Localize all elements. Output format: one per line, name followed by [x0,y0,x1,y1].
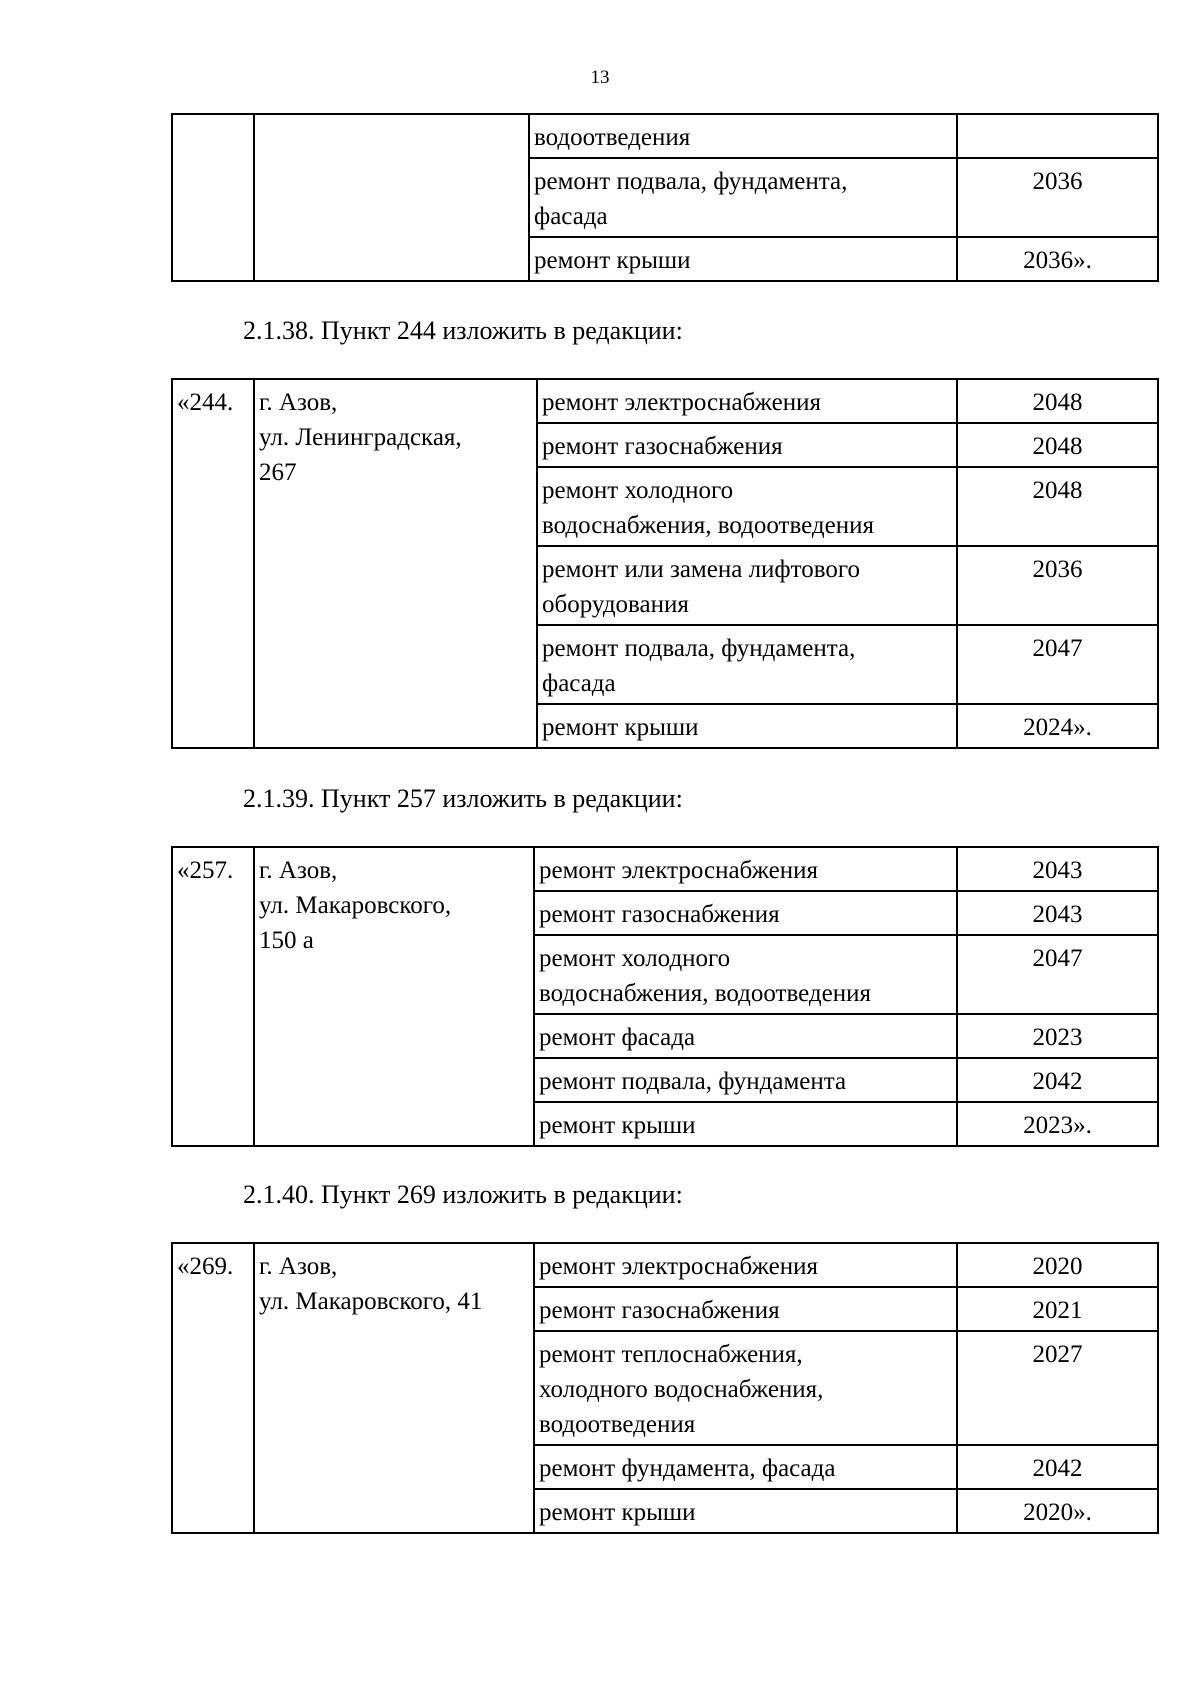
work-cell: ремонт холодного водоснабжения, водоотведения [534,935,957,1014]
year-cell: 2024». [957,704,1158,748]
item-number-cell: «244. [172,379,254,748]
work-cell: ремонт крыши [534,1102,957,1146]
continuation-table [171,113,1159,282]
section-heading: 2.1.39. Пункт 257 изложить в редакции: [243,784,683,813]
year-cell: 2020». [957,1489,1158,1533]
year-cell: 2042 [957,1058,1158,1102]
year-cell: 2047 [957,935,1158,1014]
item-number-cell [172,114,254,281]
year-cell: 2023». [957,1102,1158,1146]
year-cell: 2027 [957,1331,1158,1445]
work-cell: водоотведения [529,114,957,158]
year-cell: 2036». [957,237,1158,281]
year-cell: 2048 [957,467,1158,546]
work-cell: ремонт газоснабжения [534,891,957,935]
work-cell: ремонт теплоснабжения, холодного водоснабжения, водоотведения [534,1331,957,1445]
work-cell: ремонт крыши [534,1489,957,1533]
work-cell: ремонт газоснабжения [534,1287,957,1331]
work-cell: ремонт холодного водоснабжения, водоотведения [537,467,957,546]
year-cell: 2043 [957,891,1158,935]
work-cell: ремонт или замена лифтового оборудования [537,546,957,625]
year-cell: 2023 [957,1014,1158,1058]
address-cell [254,114,529,281]
work-cell: ремонт крыши [537,704,957,748]
page-number: 13 [590,67,610,88]
section-table [171,1242,1159,1534]
table-row [172,847,1158,891]
year-cell: 2048 [957,379,1158,423]
year-cell: 2042 [957,1445,1158,1489]
year-cell [957,114,1158,158]
section-table [171,846,1159,1147]
work-cell: ремонт фундамента, фасада [534,1445,957,1489]
address-cell: г. Азов, ул. Макаровского, 41 [254,1243,534,1533]
address-cell: г. Азов, ул. Макаровского, 150 а [254,847,534,1146]
table-row [172,1243,1158,1287]
work-cell: ремонт подвала, фундамента, фасада [529,158,957,237]
year-cell: 2048 [957,423,1158,467]
section-table [171,378,1159,749]
work-cell: ремонт подвала, фундамента [534,1058,957,1102]
section-heading: 2.1.40. Пункт 269 изложить в редакции: [243,1180,683,1209]
year-cell: 2043 [957,847,1158,891]
year-cell: 2047 [957,625,1158,704]
section-heading: 2.1.38. Пункт 244 изложить в редакции: [243,316,683,345]
table-row [172,114,1158,158]
item-number-cell: «257. [172,847,254,1146]
year-cell: 2036 [957,158,1158,237]
table-row [172,379,1158,423]
work-cell: ремонт подвала, фундамента, фасада [537,625,957,704]
year-cell: 2020 [957,1243,1158,1287]
work-cell: ремонт крыши [529,237,957,281]
work-cell: ремонт электроснабжения [537,379,957,423]
address-cell: г. Азов, ул. Ленинградская, 267 [254,379,537,748]
work-cell: ремонт фасада [534,1014,957,1058]
work-cell: ремонт газоснабжения [537,423,957,467]
work-cell: ремонт электроснабжения [534,847,957,891]
year-cell: 2036 [957,546,1158,625]
item-number-cell: «269. [172,1243,254,1533]
work-cell: ремонт электроснабжения [534,1243,957,1287]
year-cell: 2021 [957,1287,1158,1331]
